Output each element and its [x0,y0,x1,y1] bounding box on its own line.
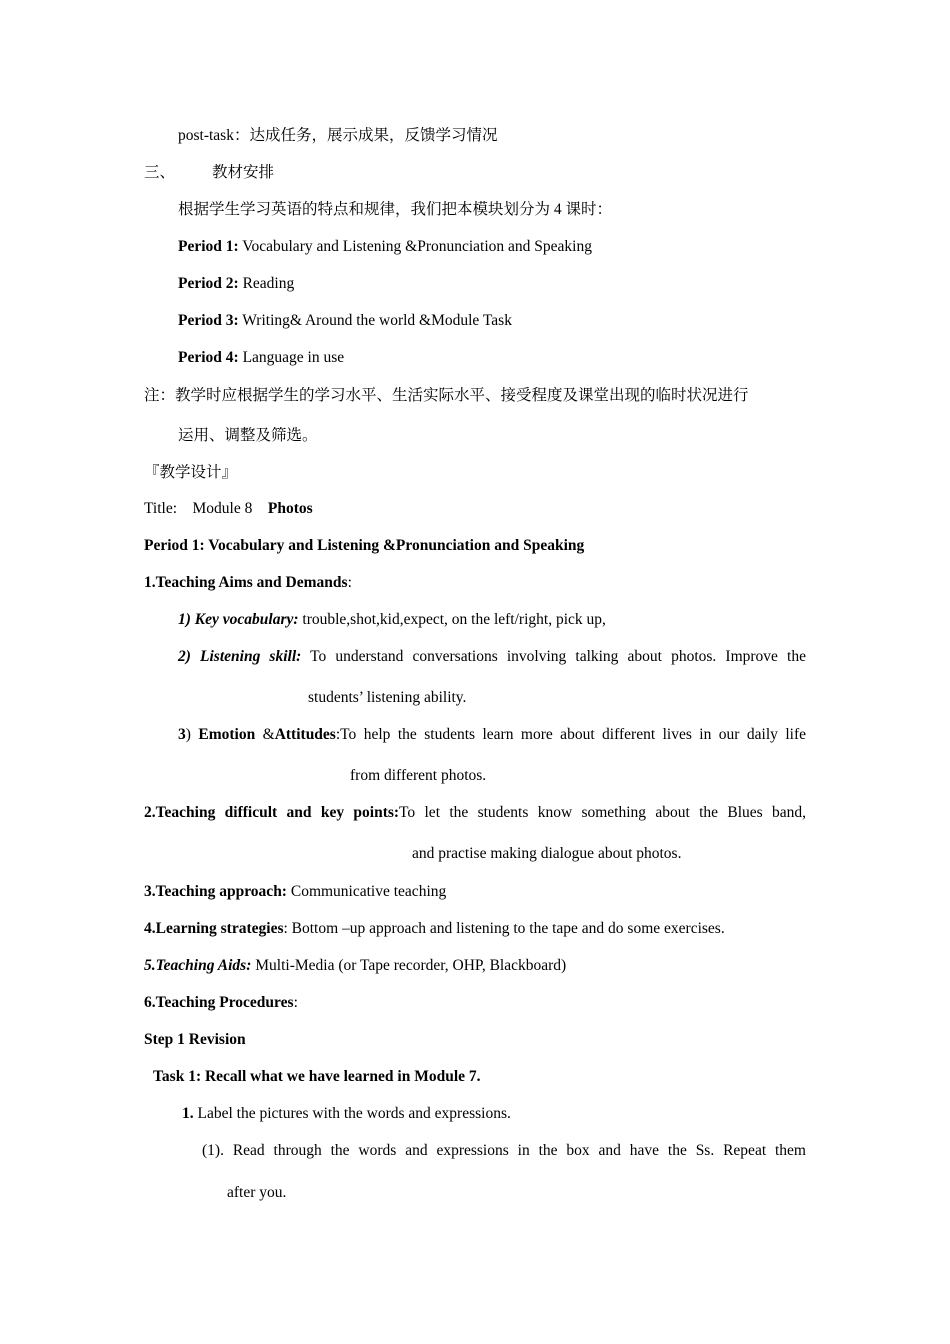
emotion-amp: & [255,726,275,743]
section-3-heading [144,163,175,183]
emotion-num: 3 [178,726,186,743]
sub-item-1-line [202,1141,806,1161]
period-2-line [178,274,294,294]
period-4-label: Period 4: [178,349,239,366]
emotion-cont-text: from different photos. [350,767,487,784]
emotion-text: :To help the students learn more about different lives in our daily life [335,726,806,743]
section-number: 三、 [144,164,176,181]
task-1-heading [153,1067,481,1087]
period-1-heading [144,536,584,556]
strategies-label: 4.Learning strategies [144,920,284,937]
vocab-text: trouble,shot,kid,expect, on the left/right, pick up, [298,611,606,628]
aids-text: Multi-Media (or Tape recorder, OHP, Blackboard) [251,957,567,974]
strategies-line [144,919,725,939]
title-prefix: Title: Module 8 [144,500,268,517]
title-line [144,499,313,519]
difficult-points-line [144,803,806,823]
emotion-line [178,725,806,745]
attitudes-label: Attitudes [274,726,336,743]
aims-heading [144,573,352,593]
note-text: 注：教学时应根据学生的学习水平、生活实际水平、接受程度及课堂出现的临时状况进行 [144,387,749,404]
procedures-label: 6.Teaching Procedures [144,994,294,1011]
post-task-text: post-task：达成任务，展示成果，反馈学习情况 [178,127,498,144]
note-text-cont: 运用、调整及筛选。 [178,427,318,444]
emotion-cont [350,766,486,786]
arrangement-intro-text: 根据学生学习英语的特点和规律，我们把本模块划分为 4 课时： [178,201,613,218]
sub-item-1-cont-text: after you. [227,1184,287,1201]
strategies-text: : Bottom –up approach and listening to the tape and do some exercises. [283,920,725,937]
period-1-line [178,237,592,257]
procedures-colon: : [293,994,298,1011]
emotion-paren: ) [185,726,199,743]
aims-colon: : [347,574,352,591]
period-3-label: Period 3: [178,312,239,329]
item-1-line [182,1104,511,1124]
difficult-label: 2.Teaching difficult and key points: [144,804,400,821]
difficult-points-cont [412,844,681,864]
period-4-line [178,348,344,368]
listening-skill-line [178,647,806,667]
step-1-heading [144,1030,246,1050]
period-1-text: Vocabulary and Listening &Pronunciation and Speaking [238,238,592,255]
section-title: 教材安排 [212,164,275,181]
step-1-text: Step 1 Revision [144,1031,246,1048]
aims-label: 1.Teaching Aims and Demands [144,574,348,591]
emotion-label: Emotion [198,726,256,743]
item-1-num: 1. [182,1105,194,1122]
period-2-label: Period 2: [178,275,239,292]
approach-line [144,882,446,902]
vocab-label: 1) Key vocabulary: [178,611,299,628]
post-task-line [178,126,497,146]
arrangement-intro [178,200,612,220]
design-heading-text: 『教学设计』 [144,464,238,481]
title-bold: Photos [267,500,313,517]
approach-label: 3.Teaching approach: [144,883,287,900]
section-3-title [212,163,274,183]
listen-text: To understand conversations involving talking about photos. Improve the [301,648,806,665]
listening-skill-cont [308,688,466,708]
approach-text: Communicative teaching [286,883,447,900]
period-3-text: Writing& Around the world &Module Task [238,312,512,329]
period-1-label: Period 1: [178,238,239,255]
aids-line [144,956,566,976]
sub-item-1-cont [227,1183,286,1203]
period-4-text: Language in use [238,349,345,366]
period-2-text: Reading [238,275,295,292]
listen-cont-text: students’ listening ability. [308,689,467,706]
design-heading [144,463,237,483]
listen-label: 2) Listening skill: [178,648,302,665]
difficult-text: To let the students know something about the Blues band, [399,804,807,821]
sub-item-1-text: (1). Read through the words and expressions in the box and have the Ss. Repeat them [202,1142,806,1159]
note-line-2 [178,426,318,446]
item-1-text: Label the pictures with the words and expressions. [193,1105,511,1122]
procedures-line [144,993,298,1013]
key-vocabulary-line [178,610,606,630]
task-1-text: Task 1: Recall what we have learned in Module 7. [153,1068,481,1085]
period-3-line [178,311,512,331]
difficult-cont-text: and practise making dialogue about photos. [412,845,682,862]
note-line-1 [144,386,749,406]
aids-label: 5.Teaching Aids: [144,957,252,974]
period-1-heading-text: Period 1: Vocabulary and Listening &Pronunciation and Speaking [144,537,585,554]
